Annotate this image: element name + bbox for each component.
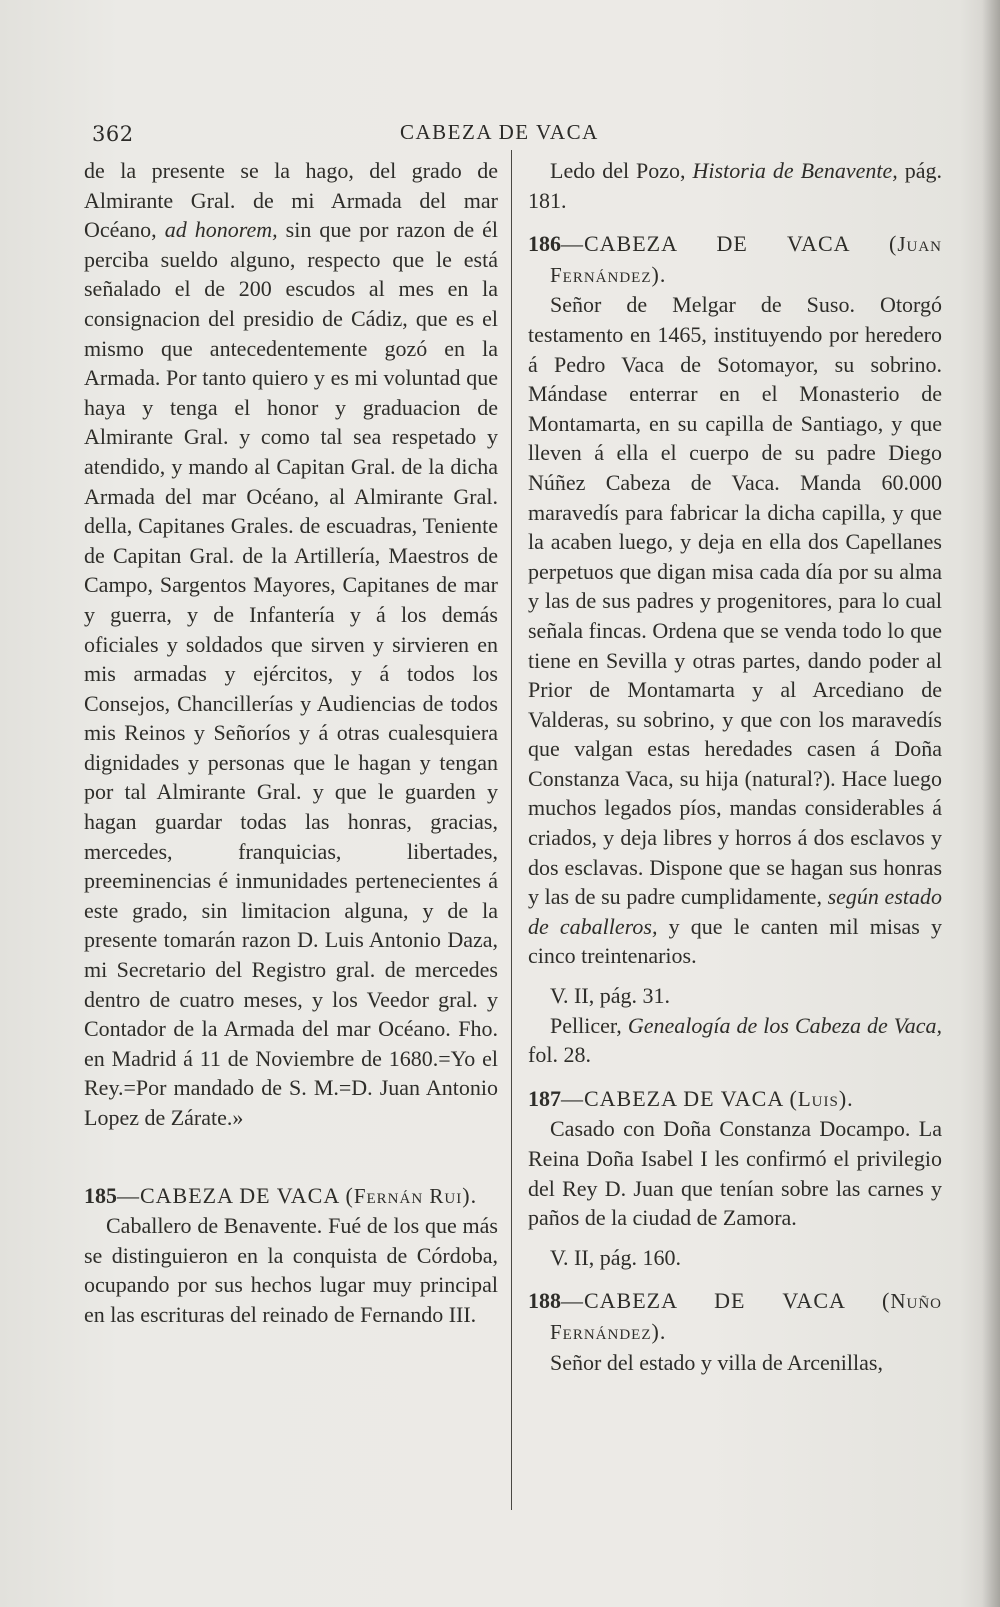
- entry-body-text: Señor de Melgar de Suso. Otorgó testamento en 1465, instituyendo por heredero á Pedro Vaca de Sotomayor, su sobrino. Mándase enterrar en el Monasterio de Montamarta, en su capilla de Santiago, y que lleven á ella el cuerpo de su padre Diego Núñez Cabeza de Vaca. Manda 60.000 maravedís para fabricar la dicha capilla, y que la acaben luego, y deja en ella dos Capellanes perpetuos que digan misa cada día por su alma y las de sus padres y progenitores, para lo cual señala fincas. Ordena que se venda todo lo que tiene en Sevilla y otras partes, dando poder al Prior de Montamarta y al Arcediano de Valderas, su sobrino, y que con los maravedís que valgan estas heredades casen á Doña Constanza Vaca, su hija (natural?). Hace luego muchos legados píos, mandas considerables á criados, y deja libres y horros á dos esclavos y dos esclavas. Dispone que se hagan sus honras y las de su padre cumplidamente,: [528, 292, 942, 910]
- entry-185: [84, 1181, 498, 1330]
- entry-number: 187: [528, 1085, 561, 1111]
- entry-person-name: Nuño Fernández: [550, 1289, 942, 1344]
- entry-references: [528, 981, 942, 1070]
- reference-title: Genealogía de los Cabeza de Vaca,: [627, 1012, 943, 1038]
- entry-heading: [528, 1286, 942, 1347]
- reference-title: Historia de Benavente,: [692, 158, 898, 183]
- entry-187: [528, 1084, 942, 1273]
- reference-line: V. II, pág. 31.: [550, 983, 670, 1009]
- entry-number: 186: [528, 231, 561, 257]
- entry-heading: [84, 1181, 498, 1212]
- reference-line: V. II, pág. 160.: [550, 1244, 681, 1270]
- entry-186: [528, 229, 942, 1070]
- entry-body-italic: según estado de caballeros,: [528, 884, 942, 939]
- decree-paragraph: [84, 156, 498, 1133]
- entry-body: [528, 290, 942, 971]
- reference-author: Ledo del Pozo,: [550, 158, 686, 183]
- running-title: CABEZA DE VACA: [400, 120, 599, 144]
- entry-title-close: ).: [838, 1085, 854, 1111]
- entry-person-name: Juan Fernández: [550, 232, 942, 287]
- entry-heading: [528, 1084, 942, 1115]
- entry-title: —CABEZA DE VACA (: [561, 1288, 891, 1314]
- reference-page: fol. 28.: [528, 1042, 591, 1068]
- page-edge-shadow: [982, 0, 1000, 1607]
- entry-number: 185: [84, 1182, 117, 1208]
- running-head: [84, 118, 624, 148]
- entry-title-close: ).: [462, 1182, 478, 1208]
- entry-person-name: Luis: [797, 1086, 839, 1111]
- entry-title: —CABEZA DE VACA (: [561, 1085, 798, 1111]
- entry-body: Caballero de Benavente. Fué de los que más se distinguieron en la conquista de Córdoba, ocupando por sus hechos lugar muy principal en las escrituras del reinado de Fernando III.: [84, 1213, 498, 1327]
- decree-text-start: de la presente se la hago, del grado de Almirante Gral. de mi Armada del mar Océano,: [84, 158, 498, 243]
- entry-title-close: ).: [651, 261, 667, 287]
- left-column: [84, 156, 498, 1330]
- right-column: [528, 156, 942, 1377]
- decree-italic: ad honorem,: [164, 217, 278, 243]
- reference-page: pág. 181.: [528, 158, 942, 213]
- entry-title: —CABEZA DE VACA (: [561, 231, 898, 257]
- entry-number: 188: [528, 1288, 561, 1314]
- entry-188: [528, 1286, 942, 1377]
- reference-continued: [528, 156, 942, 215]
- entry-person-name: Fernán Rui: [353, 1183, 463, 1208]
- reference-line: [528, 1011, 942, 1070]
- entry-body: Señor del estado y villa de Arcenillas,: [550, 1349, 883, 1375]
- entry-body-text-end: y que le canten mil misas y cinco treintenarios.: [528, 913, 943, 969]
- entry-body: Casado con Doña Constanza Docampo. La Reina Doña Isabel I les confirmó el privilegio del Rey D. Juan que tenían sobre las carnes y paños de la ciudad de Zamora.: [528, 1116, 942, 1231]
- entry-heading: [528, 229, 942, 290]
- decree-text-rest: sin que por razon de él perciba sueldo alguno, respecto que le está señalado el de 200 escudos al mes en la consignacion del presidio de Cádiz, que es el mismo que antecedentemente gozó en la Armada. Por tanto quiero y es mi voluntad que haya y tenga el honor y graduacion de Almirante Gral. y como tal sea respetado y atendido, y mando al Capitan Gral. de la dicha Armada del mar Océano, al Almirante Gral. della, Capitanes Grales. de escuadras, Teniente de Capitan Gral. de la Artillería, Maestros de Campo, Sargentos Mayores, Capitanes de mar y guerra, y de Infantería y á los demás oficiales y soldados que sirven y sirvieren en mis armadas y ejércitos, y á todos los Consejos, Chancillerías y Audiencias de todos mis Reinos y Señoríos y á otras cualesquiera dignidades y personas que le hagan y tengan por tal Almirante Gral. y que le guarden y hagan guardar todas las honras, gracias, mercedes, franquicias, libertades, preeminencias é inmunidades pertenecientes á este grado, sin limitacion alguna, y de la presente tomarán razon D. Luis Antonio Daza, mi Secretario del Registro gral. de mercedes dentro de cuatro meses, y los Veedor gral. y Contador de la Armada del mar Océano. Fho. en Madrid á 11 de Noviembre de 1680.=Yo el Rey.=Por mandado de S. M.=D. Juan Antonio Lopez de Zárate.»: [84, 217, 499, 1130]
- entry-references: [528, 1243, 942, 1273]
- page-number: 362: [92, 122, 134, 146]
- entry-title-close: ).: [651, 1318, 667, 1344]
- entry-title: —CABEZA DE VACA (: [117, 1182, 354, 1208]
- column-divider: [511, 150, 512, 1510]
- reference-author: Pellicer,: [550, 1012, 622, 1038]
